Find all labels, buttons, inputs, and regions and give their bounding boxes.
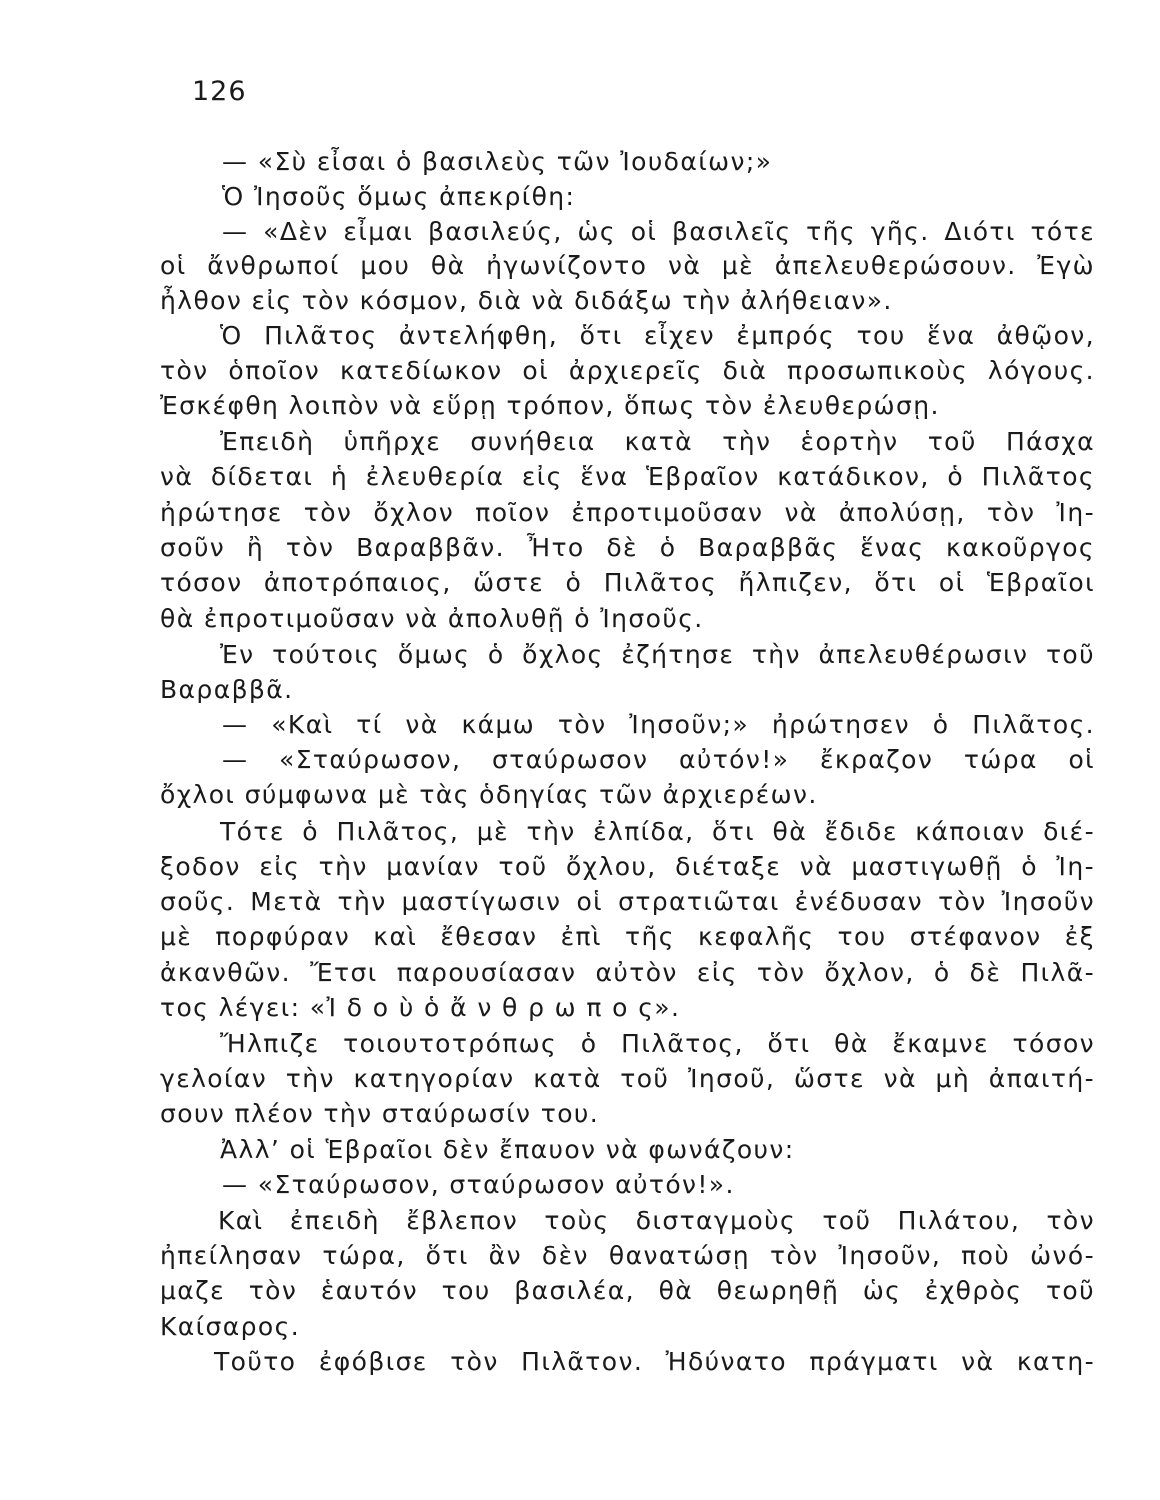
text-line: Καίσαρος. xyxy=(160,1312,301,1341)
text-line: ὄχλοι σύμφωνα μὲ τὰς ὁδηγίας τῶν ἀρχιερέων. xyxy=(160,780,818,809)
text-line: ἠπείλησαν τώρα, ὅτι ἂν δὲν θανατώσῃ τὸν Ἰησοῦν, ποὺ ὠνό- xyxy=(160,1241,1095,1270)
text-line: Ἐν τούτοις ὅμως ὁ ὄχλος ἐζήτησε τὴν ἀπελευθέρωσιν τοῦ xyxy=(220,640,1095,669)
text-line: Ἐσκέφθη λοιπὸν νὰ εὕρῃ τρόπον, ὅπως τὸν ἐλευθερώσῃ. xyxy=(160,391,940,420)
text-line: οἱ ἄνθρωποί μου θὰ ἠγωνίζοντο νὰ μὲ ἀπελευθερώσουν. Ἐγὼ xyxy=(160,251,1095,280)
text-line: Ὁ Πιλᾶτος ἀντελήφθη, ὅτι εἶχεν ἐμπρός του ἕνα ἀθῷον, xyxy=(220,321,1095,350)
text-line: — «Σὺ εἶσαι ὁ βασιλεὺς τῶν Ἰουδαίων;» xyxy=(222,147,773,176)
text-line: μαζε τὸν ἑαυτόν του βασιλέα, θὰ θεωρηθῇ ὡς ἐχθρὸς τοῦ xyxy=(160,1276,1095,1305)
text-line: ἦλθον εἰς τὸν κόσμον, διὰ νὰ διδάξω τὴν ἀλήθειαν». xyxy=(160,286,893,315)
text-line: τὸν ὁποῖον κατεδίωκον οἱ ἀρχιερεῖς διὰ προσωπικοὺς λόγους. xyxy=(160,356,1095,385)
text-line: θὰ ἐπροτιμοῦσαν νὰ ἀπολυθῇ ὁ Ἰησοῦς. xyxy=(160,604,704,633)
text-line: ξοδον εἰς τὴν μανίαν τοῦ ὄχλου, διέταξε νὰ μαστιγωθῇ ὁ Ἰη- xyxy=(160,852,1095,881)
text-line: Τοῦτο ἐφόβισε τὸν Πιλᾶτον. Ἠδύνατο πράγματι νὰ κατη- xyxy=(214,1347,1095,1376)
text-line: — «Σταύρωσον, σταύρωσον αὐτόν!». xyxy=(222,1170,735,1199)
text-line: τος λέγει: «Ἰ δ ο ὺ ὁ ἄ ν θ ρ ω π ο ς». xyxy=(160,993,681,1022)
text-line: ἀκανθῶν. Ἔτσι παρουσίασαν αὐτὸν εἰς τὸν ὄχλον, ὁ δὲ Πιλᾶ- xyxy=(160,958,1095,987)
text-line: Ἐπειδὴ ὑπῆρχε συνήθεια κατὰ τὴν ἑορτὴν τοῦ Πάσχα xyxy=(220,427,1095,456)
text-line: γελοίαν τὴν κατηγορίαν κατὰ τοῦ Ἰησοῦ, ὥστε νὰ μὴ ἀπαιτή- xyxy=(160,1064,1095,1093)
text-line: τόσον ἀποτρόπαιος, ὥστε ὁ Πιλᾶτος ἤλπιζεν, ὅτι οἱ Ἑβραῖοι xyxy=(160,568,1095,597)
text-line: νὰ δίδεται ἡ ἐλευθερία εἰς ἕνα Ἑβραῖον κατάδικον, ὁ Πιλᾶτος xyxy=(160,462,1095,491)
text-line: — «Δὲν εἶμαι βασιλεύς, ὡς οἱ βασιλεῖς τῆς γῆς. Διότι τότε xyxy=(222,217,1095,246)
text-line: σουν πλέον τὴν σταύρωσίν του. xyxy=(160,1099,600,1128)
text-line: ἠρώτησε τὸν ὄχλον ποῖον ἐπροτιμοῦσαν νὰ ἀπολύσῃ, τὸν Ἰη- xyxy=(160,498,1095,527)
text-line: σοῦν ἢ τὸν Βαραββᾶν. Ἦτο δὲ ὁ Βαραββᾶς ἕνας κακοῦργος xyxy=(160,533,1095,562)
text-line: Καὶ ἐπειδὴ ἔβλεπον τοὺς δισταγμοὺς τοῦ Πιλάτου, τὸν xyxy=(218,1206,1095,1235)
text-line: μὲ πορφύραν καὶ ἔθεσαν ἐπὶ τῆς κεφαλῆς του στέφανον ἐξ xyxy=(160,922,1095,951)
text-line: Ὁ Ἰησοῦς ὅμως ἀπεκρίθη: xyxy=(222,182,576,211)
text-line: — «Καὶ τί νὰ κάμω τὸν Ἰησοῦν;» ἠρώτησεν ὁ Πιλᾶτος. xyxy=(222,710,1095,739)
text-line: Ἤλπιζε τοιουτοτρόπως ὁ Πιλᾶτος, ὅτι θὰ ἔκαμνε τόσον xyxy=(220,1029,1095,1058)
text-line: Τότε ὁ Πιλᾶτος, μὲ τὴν ἐλπίδα, ὅτι θὰ ἔδιδε κάποιαν διέ- xyxy=(220,817,1095,846)
text-line: Ἀλλ’ οἱ Ἑβραῖοι δὲν ἔπαυον νὰ φωνάζουν: xyxy=(220,1135,795,1164)
text-line: — «Σταύρωσον, σταύρωσον αὐτόν!» ἔκραζον τώρα οἱ xyxy=(222,745,1095,774)
page-number: 126 xyxy=(192,76,247,107)
text-line: σοῦς. Μετὰ τὴν μαστίγωσιν οἱ στρατιῶται ἐνέδυσαν τὸν Ἰησοῦν xyxy=(160,887,1095,916)
text-line: Βαραββᾶ. xyxy=(160,675,294,704)
